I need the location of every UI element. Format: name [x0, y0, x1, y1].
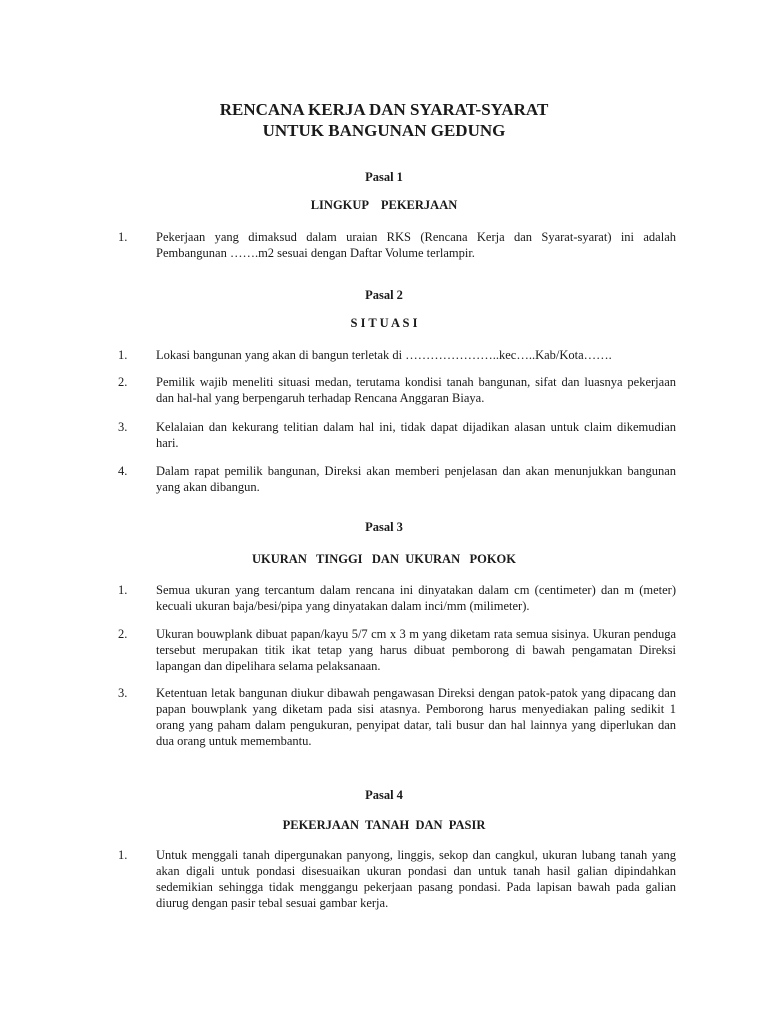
- item-text: Dalam rapat pemilik bangunan, Direksi akan memberi penjelasan dan akan menunjukkan bangunan yang akan dibangun.: [156, 464, 676, 494]
- item-text: Kelalaian dan kekurang telitian dalam hal ini, tidak dapat dijadikan alasan untuk claim dikemudian hari.: [156, 420, 676, 450]
- list-item: [118, 626, 676, 674]
- item-number: 1.: [118, 230, 128, 244]
- list-item: [118, 374, 676, 406]
- pasal-3-label: Pasal 3: [365, 520, 403, 534]
- list-item: [118, 685, 676, 749]
- item-text: Ketentuan letak bangunan diukur dibawah pengawasan Direksi dengan patok-patok yang dipacang dan papan bouwplank yang diketam pada sisi atasnya. Pemborong harus menyediakan paling sedikit 1 orang yang paham dalam pengukuran, penyipat datar, tali busur dan hal lainnya yang diperlukan dan dua orang untuk memembantu.: [156, 686, 676, 748]
- pasal-2-heading: S I T U A S I: [350, 316, 418, 330]
- document-title-line-2: UNTUK BANGUNAN GEDUNG: [262, 121, 506, 140]
- pasal-1-label: Pasal 1: [365, 170, 403, 184]
- list-item: [118, 347, 676, 363]
- item-number: 3.: [118, 420, 128, 434]
- pasal-4-label: Pasal 4: [365, 788, 403, 802]
- list-item: [118, 847, 676, 911]
- item-number: 2.: [118, 375, 128, 389]
- item-text: Untuk menggali tanah dipergunakan panyong, linggis, sekop dan cangkul, ukuran lubang tanah yang akan digali untuk pondasi disesuaikan ukuran pondasi dan untuk tanah hasil galian dipindahkan sedemikian sehingga tidak menggangu pekerjaan pasang pondasi. Pada lapisan bawah pada galian diurug dengan pasir tebal sesuai gambar kerja.: [156, 848, 676, 910]
- pasal-2-label: Pasal 2: [365, 288, 403, 302]
- item-text: Pekerjaan yang dimaksud dalam uraian RKS (Rencana Kerja dan Syarat-syarat) ini adalah Pembangunan …….m2 sesuai dengan Daftar Volume terlampir.: [156, 230, 676, 260]
- item-number: 3.: [118, 686, 128, 700]
- item-text: Semua ukuran yang tercantum dalam rencana ini dinyatakan dalam cm (centimeter) dan m (meter) kecuali ukuran baja/besi/pipa yang dinyatakan dalam inci/mm (milimeter).: [156, 583, 676, 613]
- item-number: 1.: [118, 848, 128, 862]
- pasal-3-heading: UKURAN TINGGI DAN UKURAN POKOK: [251, 552, 516, 566]
- item-number: 1.: [118, 583, 128, 597]
- item-number: 2.: [118, 627, 128, 641]
- pasal-1-heading: LINGKUP PEKERJAAN: [310, 198, 458, 212]
- item-number: 1.: [118, 348, 128, 362]
- item-text: Lokasi bangunan yang akan di bangun terletak di …………………..kec…..Kab/Kota…….: [156, 348, 612, 362]
- list-item: [118, 582, 676, 614]
- item-number: 4.: [118, 464, 128, 478]
- item-text: Pemilik wajib meneliti situasi medan, terutama kondisi tanah bangunan, sifat dan luasnya pekerjaan dan hal-hal yang berpengaruh terhadap Rencana Anggaran Biaya.: [156, 375, 676, 405]
- item-text: Ukuran bouwplank dibuat papan/kayu 5/7 cm x 3 m yang diketam rata semua sisinya. Ukuran penduga tersebut merupakan titik ikat tetap yang harus dibuat pemborong di bawah pengamatan Direksi lapangan dan dipelihara selama pelaksanaan.: [156, 627, 676, 673]
- list-item: [118, 463, 676, 495]
- list-item: [118, 419, 676, 451]
- document-title-line-1: RENCANA KERJA DAN SYARAT-SYARAT: [219, 100, 549, 119]
- pasal-4-heading: PEKERJAAN TANAH DAN PASIR: [282, 818, 486, 832]
- list-item: [118, 229, 676, 261]
